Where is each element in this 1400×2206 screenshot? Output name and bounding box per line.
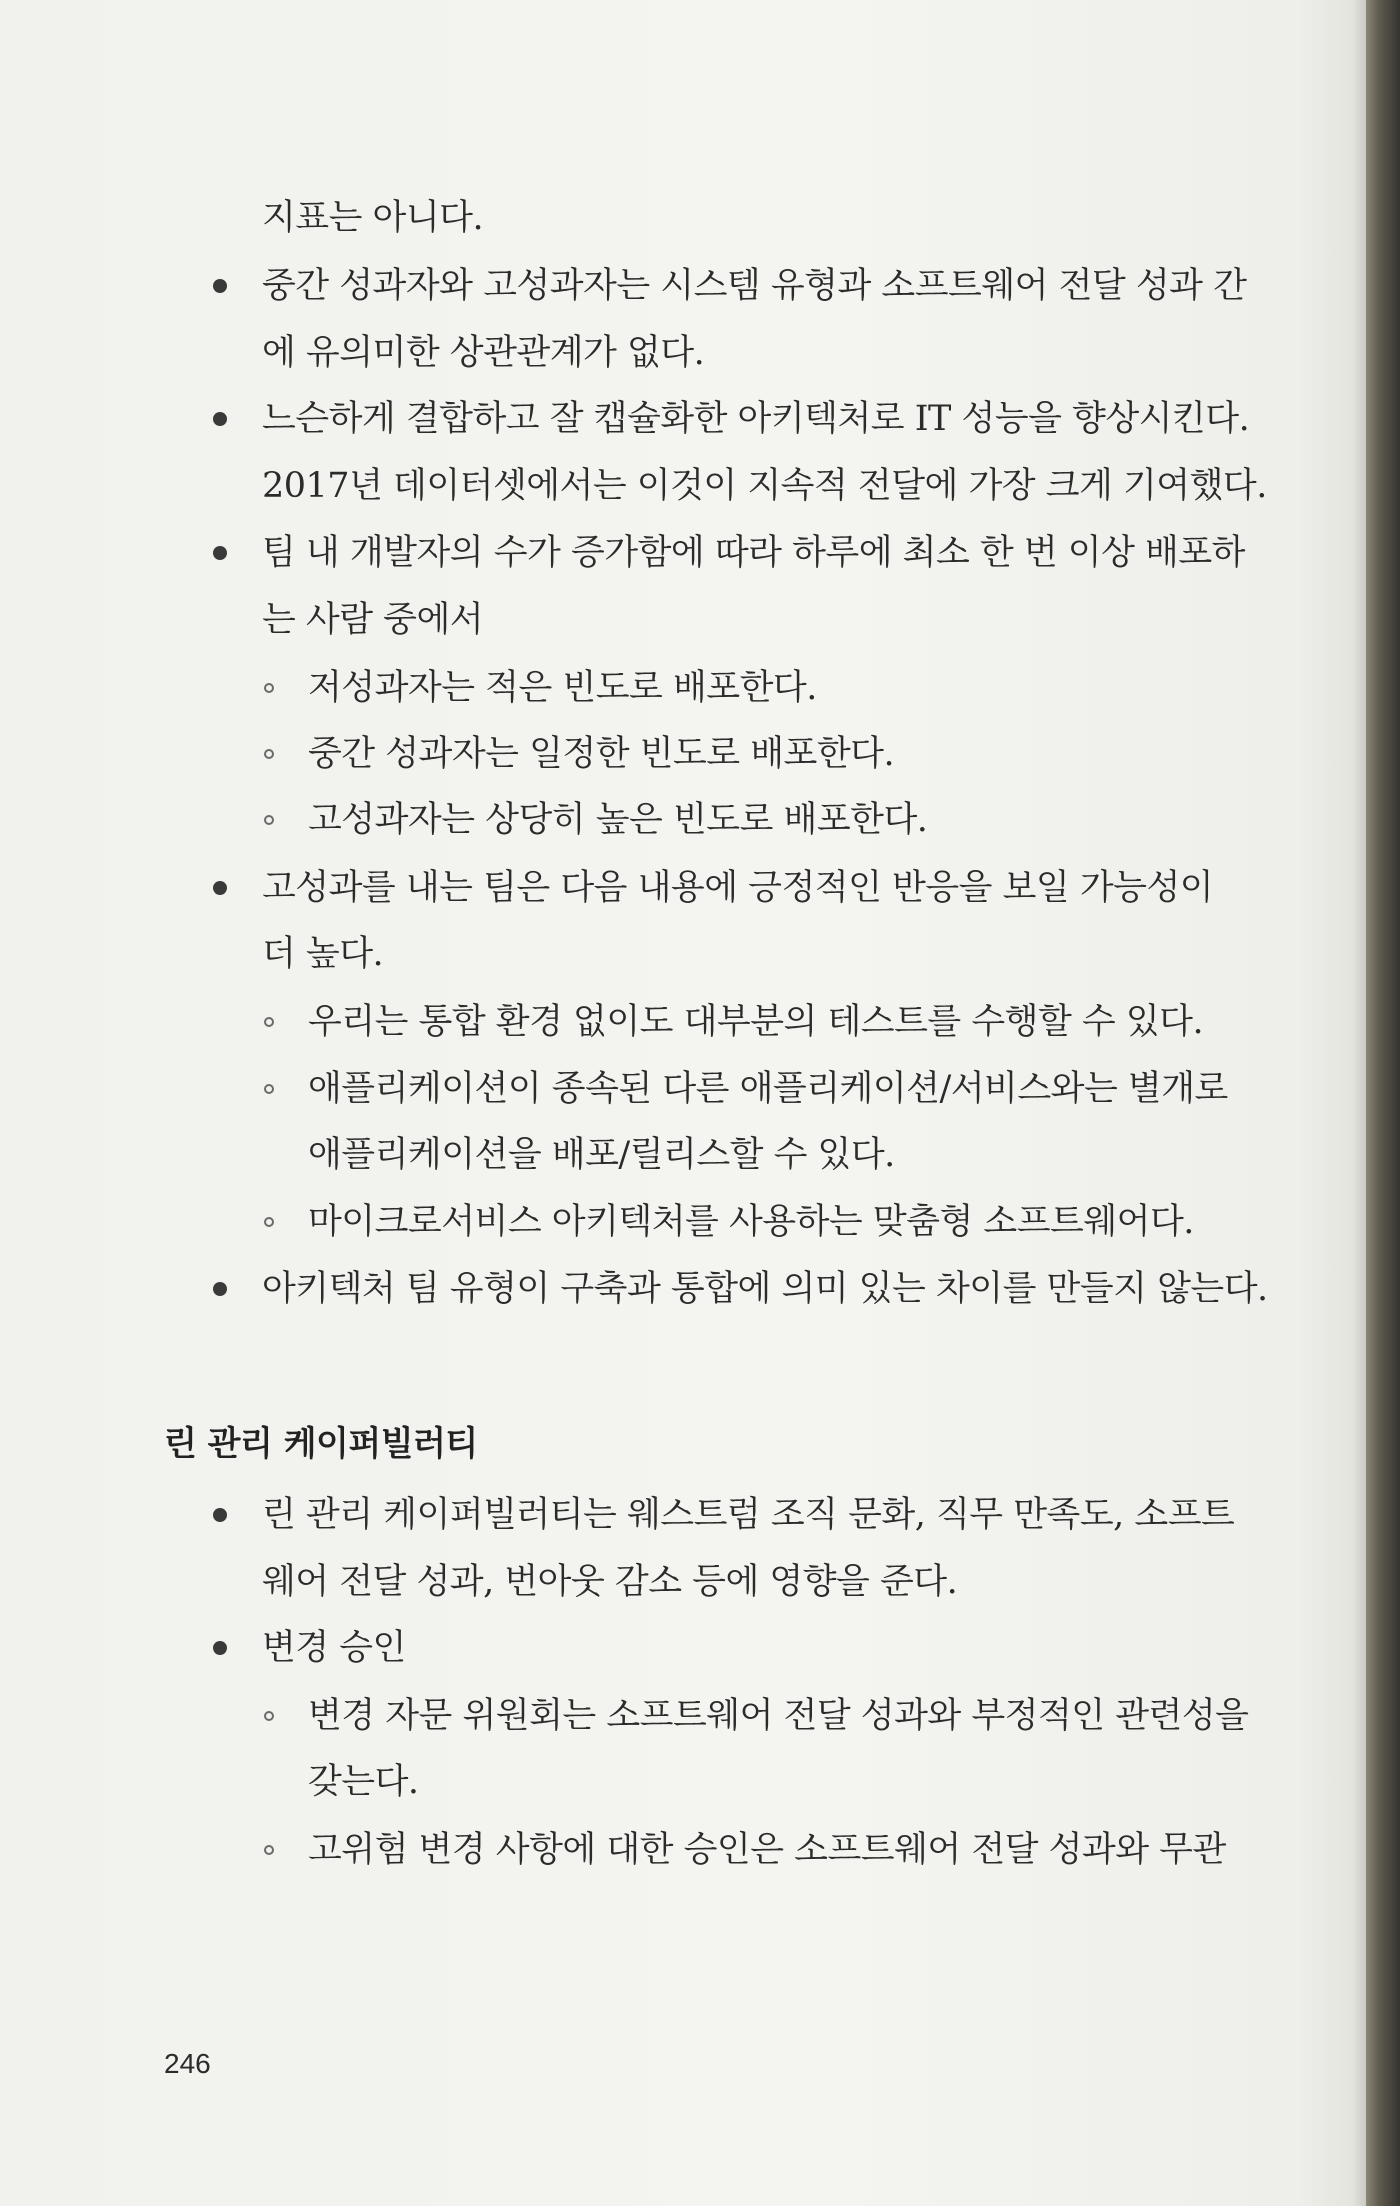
bullet-icon	[213, 881, 227, 895]
bullet-icon	[213, 279, 227, 293]
bullet-3-line-1: 팀 내 개발자의 수가 증가함에 따라 하루에 최소 한 번 이상 배포하	[262, 533, 1245, 573]
bullet-3-line-2: 는 사람 중에서	[262, 600, 484, 640]
bullet-1-line-1: 중간 성과자와 고성과자는 시스템 유형과 소프트웨어 전달 성과 간	[262, 266, 1247, 306]
section2-bullet-2-sub-1-line-2: 갖는다.	[308, 1762, 419, 1802]
bullet-3-sub-1: 저성과자는 적은 빈도로 배포한다.	[308, 668, 817, 708]
section-heading: 린 관리 케이퍼빌러티	[164, 1424, 478, 1464]
bullet-icon	[213, 546, 227, 560]
section2-bullet-1-line-2: 웨어 전달 성과, 번아웃 감소 등에 영향을 준다.	[262, 1562, 958, 1602]
bullet-5: 아키텍처 팀 유형이 구축과 통합에 의미 있는 차이를 만들지 않는다.	[262, 1269, 1268, 1309]
sub-bullet-icon	[264, 1017, 274, 1027]
continuation-line: 지표는 아니다.	[262, 198, 484, 238]
sub-bullet-icon	[264, 1084, 274, 1094]
sub-bullet-icon	[264, 683, 274, 693]
bullet-3-sub-3: 고성과자는 상당히 높은 빈도로 배포한다.	[308, 800, 928, 840]
bullet-icon	[213, 412, 227, 426]
book-spine-edge	[1366, 0, 1400, 2206]
bullet-icon	[213, 1641, 227, 1655]
bullet-icon	[213, 1282, 227, 1296]
page-number: 246	[164, 2048, 211, 2079]
bullet-4-line-2: 더 높다.	[262, 934, 384, 974]
bullet-icon	[213, 1508, 227, 1522]
section2-bullet-2: 변경 승인	[262, 1628, 406, 1668]
bullet-4-sub-3: 마이크로서비스 아키텍처를 사용하는 맞춤형 소프트웨어다.	[308, 1202, 1194, 1242]
page-edge-shadow	[1352, 0, 1366, 2206]
section2-bullet-1-line-1: 린 관리 케이퍼빌러티는 웨스트럼 조직 문화, 직무 만족도, 소프트	[262, 1495, 1235, 1535]
sub-bullet-icon	[264, 1845, 274, 1855]
sub-bullet-icon	[264, 1711, 274, 1721]
sub-bullet-icon	[264, 749, 274, 759]
section2-bullet-2-sub-2: 고위험 변경 사항에 대한 승인은 소프트웨어 전달 성과와 무관	[308, 1830, 1226, 1870]
bullet-2-line-2: 2017년 데이터셋에서는 이것이 지속적 전달에 가장 크게 기여했다.	[262, 466, 1267, 506]
bullet-1-line-2: 에 유의미한 상관관계가 없다.	[262, 333, 705, 373]
sub-bullet-icon	[264, 1217, 274, 1227]
bullet-4-sub-2-line-1: 애플리케이션이 종속된 다른 애플리케이션/서비스와는 별개로	[308, 1069, 1228, 1109]
sub-bullet-icon	[264, 815, 274, 825]
bullet-4-sub-2-line-2: 애플리케이션을 배포/릴리스할 수 있다.	[308, 1135, 895, 1175]
bullet-3-sub-2: 중간 성과자는 일정한 빈도로 배포한다.	[308, 734, 895, 774]
bullet-4-line-1: 고성과를 내는 팀은 다음 내용에 긍정적인 반응을 보일 가능성이	[262, 868, 1214, 908]
bullet-2-line-1: 느슨하게 결합하고 잘 캡슐화한 아키텍처로 IT 성능을 향상시킨다.	[262, 399, 1250, 439]
section2-bullet-2-sub-1-line-1: 변경 자문 위원회는 소프트웨어 전달 성과와 부정적인 관련성을	[308, 1696, 1249, 1736]
bullet-4-sub-1: 우리는 통합 환경 없이도 대부분의 테스트를 수행할 수 있다.	[308, 1002, 1204, 1042]
